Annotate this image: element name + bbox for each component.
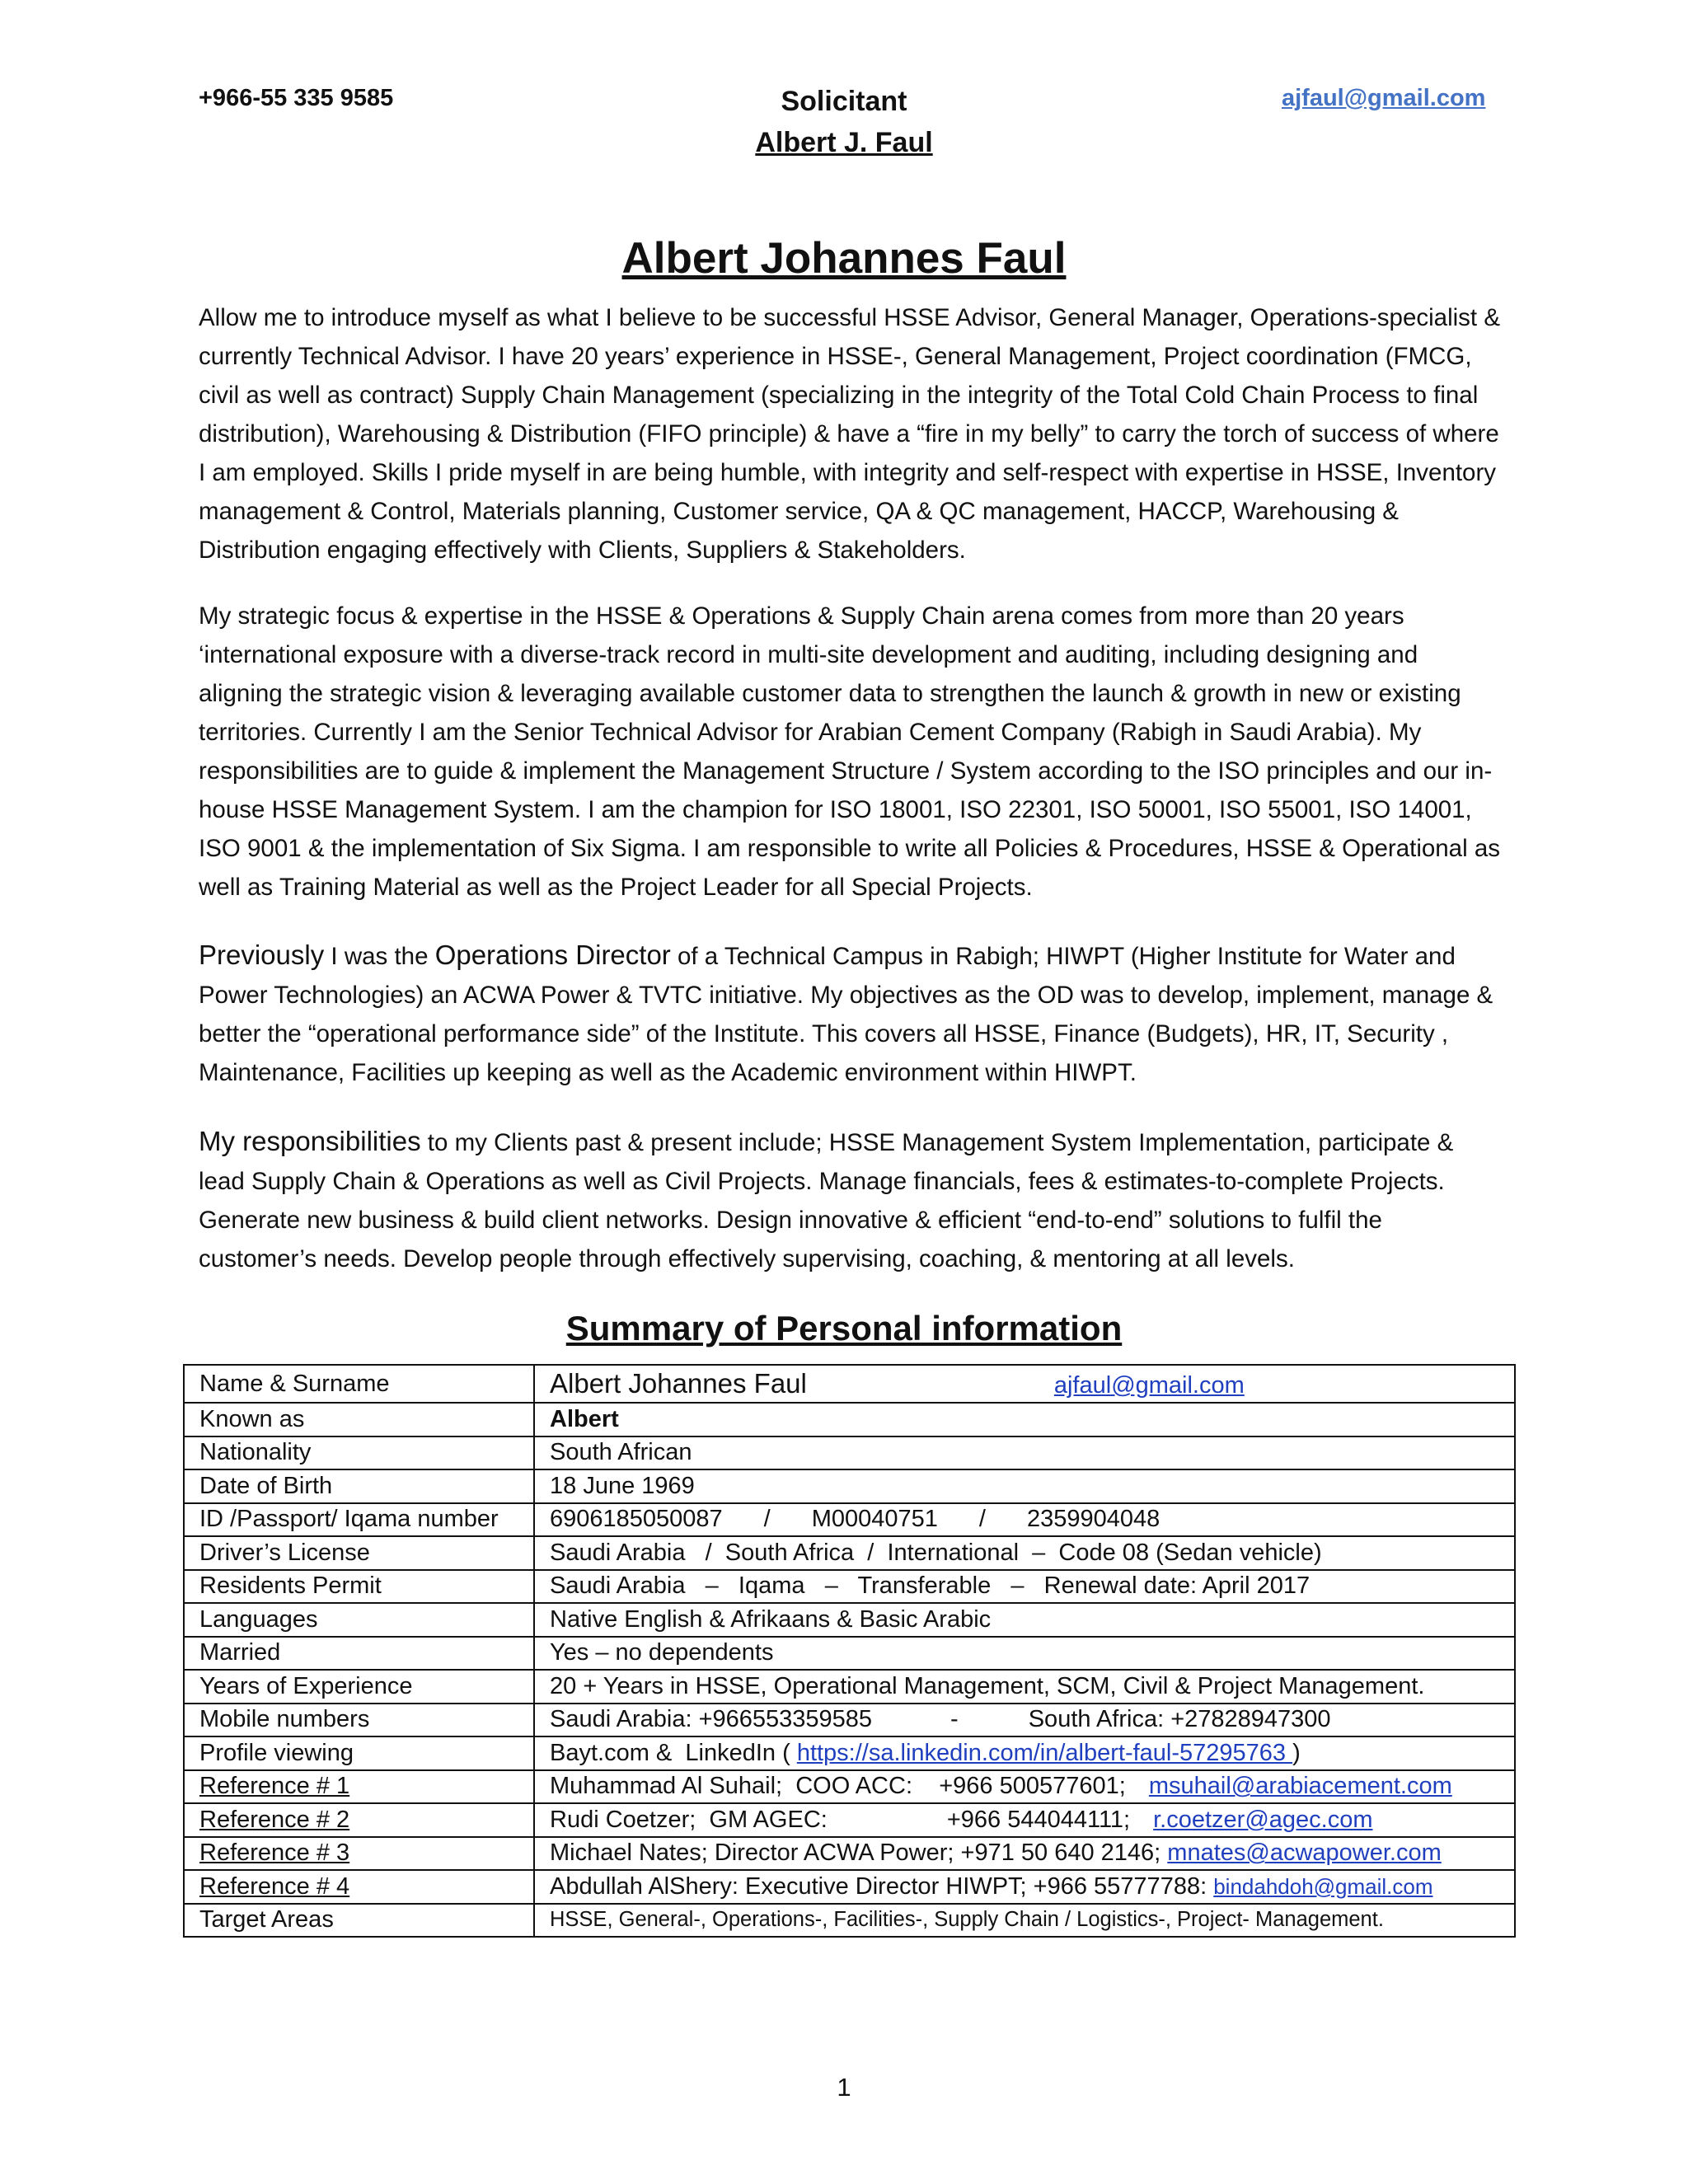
reference-1-label: Reference # 1 <box>199 1773 350 1800</box>
reference-2-phone: +966 544044111; <box>946 1806 1131 1833</box>
header-phone: +966-55 335 9585 <box>199 85 394 111</box>
table-row <box>184 1770 1515 1804</box>
row-value: 20 + Years in HSSE, Operational Management, SCM, Civil & Project Management. <box>534 1670 1515 1704</box>
row-value: Saudi Arabia / South Africa / International – Code 08 (Sedan vehicle) <box>534 1536 1515 1570</box>
row-value <box>534 1704 1515 1737</box>
row-value: HSSE, General-, Operations-, Facilities-, Supply Chain / Logistics-, Project- Management. <box>534 1904 1515 1938</box>
row-value: South African <box>534 1436 1515 1470</box>
header-title: Solicitant <box>781 86 907 117</box>
reference-3-label: Reference # 3 <box>199 1840 350 1867</box>
row-value <box>534 1403 1515 1436</box>
table-row <box>184 1670 1515 1704</box>
reference-1-email-link[interactable]: msuhail@arabiacement.com <box>1148 1773 1452 1800</box>
reference-4-text: Abdullah AlShery: Executive Director HIWPT; +966 55777788: <box>550 1872 1207 1900</box>
row-label: Target Areas <box>184 1904 534 1938</box>
reference-1-text: Muhammad Al Suhail; COO ACC: +966 500577601; <box>550 1773 1126 1800</box>
row-label <box>184 1770 534 1804</box>
page-number: 1 <box>837 2073 851 2102</box>
row-value <box>534 1503 1515 1537</box>
row-label: Driver’s License <box>184 1536 534 1570</box>
row-value: 18 June 1969 <box>534 1469 1515 1503</box>
mobile-saudi: Saudi Arabia: +966553359585 <box>550 1706 873 1733</box>
linkedin-link[interactable]: https://sa.linkedin.com/in/albert-faul-57295763 <box>796 1739 1293 1766</box>
reference-4-label: Reference # 4 <box>199 1872 350 1900</box>
table-row <box>184 1870 1515 1904</box>
table-row <box>184 1637 1515 1671</box>
iqama-number: 2359904048 <box>1026 1506 1160 1533</box>
previously-mid: I was the <box>324 943 435 970</box>
id-number: 6906185050087 <box>550 1506 723 1533</box>
row-label: Nationality <box>184 1436 534 1470</box>
reference-2-text: Rudi Coetzer; GM AGEC: <box>550 1806 828 1833</box>
row-label <box>184 1837 534 1871</box>
strategic-focus-paragraph: My strategic focus & expertise in the HSSE & Operations & Supply Chain arena comes from more than 20 years ‘international exposure with a diverse-track record in multi-site development and auditing, including designing and aligning the strategic vision & leveraging available customer data to strengthen the launch & growth in new or existing territories. Currently I am the Senior Technical Advisor for Arabian Cement Company (Rabigh in Saudi Arabia). My responsibilities are to guide & implement the Management Structure / System according to the ISO principles and our in-house HSSE Management System. I am the champion for ISO 18001, ISO 22301, ISO 50001, ISO 55001, ISO 14001, ISO 9001 & the implementation of Six Sigma. I am responsible to write all Policies & Procedures, HSSE & Operational as well as Training Material as well as the Project Leader for all Special Projects. <box>199 602 1500 901</box>
row-label: Married <box>184 1637 534 1671</box>
table-row <box>184 1536 1515 1570</box>
reference-2-label: Reference # 2 <box>199 1806 350 1833</box>
previously-lead: Previously <box>199 940 325 970</box>
row-label <box>184 1870 534 1904</box>
passport-number: M00040751 <box>811 1506 938 1533</box>
row-value: Native English & Afrikaans & Basic Arabic <box>534 1603 1515 1637</box>
responsibilities-lead: My responsibilities <box>199 1126 421 1156</box>
personal-info-table <box>183 1364 1516 1938</box>
known-as-value: Albert <box>550 1405 619 1432</box>
table-row <box>184 1736 1515 1770</box>
row-value: Yes – no dependents <box>534 1637 1515 1671</box>
mobile-separator: - <box>950 1706 959 1733</box>
summary-title: Summary of Personal information <box>565 1309 1123 1347</box>
row-value: Saudi Arabia – Iqama – Transferable – Renewal date: April 2017 <box>534 1570 1515 1604</box>
row-label <box>184 1803 534 1837</box>
row-value <box>534 1803 1515 1837</box>
header-email-link[interactable]: ajfaul@gmail.com <box>1282 85 1486 111</box>
row-label: Name & Surname <box>184 1365 534 1403</box>
table-row <box>184 1365 1515 1403</box>
table-row <box>184 1704 1515 1737</box>
id-separator: / <box>978 1506 986 1533</box>
table-row <box>184 1503 1515 1537</box>
row-value <box>534 1870 1515 1904</box>
row-label: Languages <box>184 1603 534 1637</box>
id-separator: / <box>763 1506 771 1533</box>
row-label: Known as <box>184 1403 534 1436</box>
row-label: Years of Experience <box>184 1670 534 1704</box>
responsibilities-paragraph <box>199 1122 1501 1278</box>
table-row <box>184 1403 1515 1436</box>
previous-role-paragraph <box>199 935 1501 1092</box>
row-label: Mobile numbers <box>184 1704 534 1737</box>
name-row-email-link[interactable]: ajfaul@gmail.com <box>1053 1372 1245 1399</box>
table-row <box>184 1837 1515 1871</box>
table-row <box>184 1469 1515 1503</box>
row-value <box>534 1736 1515 1770</box>
table-row <box>184 1570 1515 1604</box>
responsibilities-rest: to my Clients past & present include; HSSE Management System Implementation, participate & lead Supply Chain & Operations as well as Civil Projects. Manage financials, fees & estimates-to-complete Projects. Generate new business & build client networks. Design innovative & efficient “end-to-end” solutions to fulfil the customer’s needs. Develop people through effectively supervising, coaching, & mentoring at all levels. <box>199 1129 1454 1272</box>
table-row <box>184 1803 1515 1837</box>
document-title: Albert Johannes Faul <box>621 234 1067 283</box>
operations-director-lead: Operations Director <box>434 940 671 970</box>
reference-2-email-link[interactable]: r.coetzer@agec.com <box>1153 1806 1373 1833</box>
row-value <box>534 1837 1515 1871</box>
row-value <box>534 1365 1515 1403</box>
reference-3-text: Michael Nates; Director ACWA Power; +971 50 640 2146; <box>550 1840 1161 1867</box>
header-name: Albert J. Faul <box>755 127 933 158</box>
row-label: Profile viewing <box>184 1736 534 1770</box>
mobile-south-africa: South Africa: +27828947300 <box>1028 1706 1331 1733</box>
header-center <box>638 81 1050 163</box>
row-label: Residents Permit <box>184 1570 534 1604</box>
table-row <box>184 1904 1515 1938</box>
profile-prefix: Bayt.com & LinkedIn ( <box>550 1739 797 1766</box>
table-row <box>184 1603 1515 1637</box>
previously-rest: of a Technical Campus in Rabigh; HIWPT (Higher Institute for Water and Power Technologies) an ACWA Power & TVTC initiative. My objectives as the OD was to develop, implement, manage & better the “operational performance side” of the Institute. This covers all HSSE, Finance (Budgets), HR, IT, Security , Maintenance, Facilities up keeping as well as the Academic environment within HIWPT. <box>199 943 1493 1086</box>
row-label: Date of Birth <box>184 1469 534 1503</box>
reference-4-email-link[interactable]: bindahdoh@gmail.com <box>1213 1873 1433 1899</box>
intro-paragraph: Allow me to introduce myself as what I believe to be successful HSSE Advisor, General Manager, Operations-specialist & currently Technical Advisor. I have 20 years’ experience in HSSE-, General Management, Project coordination (FMCG, civil as well as contract) Supply Chain Management (specializing in the integrity of the Total Cold Chain Process to final distribution), Warehousing & Distribution (FIFO principle) & have a “fire in my belly” to carry the torch of success of where I am employed. Skills I pride myself in are being humble, with integrity and self-respect with expertise in HSSE, Inventory management & Control, Materials planning, Customer service, QA & QC management, HACCP, Warehousing & Distribution engaging effectively with Clients, Suppliers & Stakeholders. <box>199 304 1500 564</box>
full-name-value: Albert Johannes Faul <box>550 1368 807 1399</box>
reference-3-email-link[interactable]: mnates@acwapower.com <box>1167 1840 1442 1867</box>
row-label: ID /Passport/ Iqama number <box>184 1503 534 1537</box>
profile-suffix: ) <box>1292 1739 1301 1766</box>
row-value <box>534 1770 1515 1804</box>
table-row <box>184 1436 1515 1470</box>
